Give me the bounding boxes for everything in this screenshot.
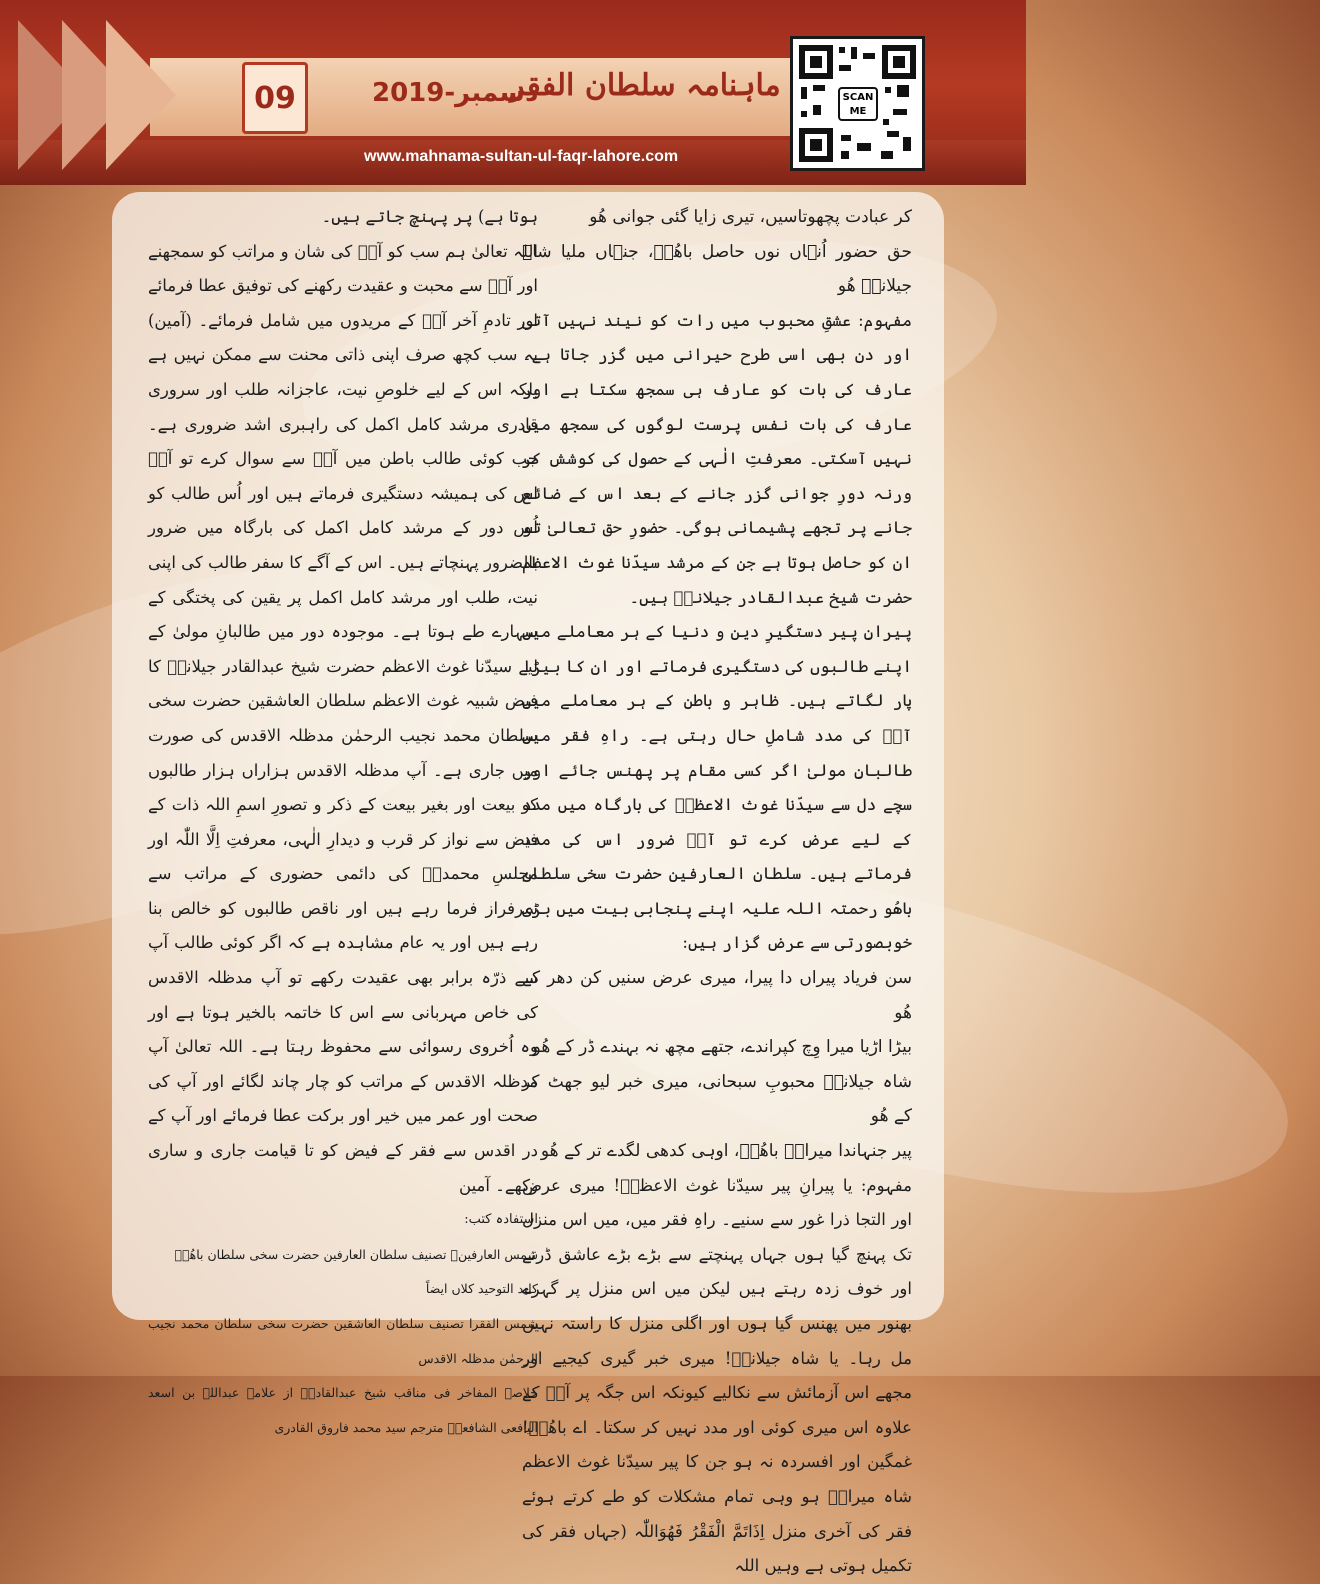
verse-line: شاہ جیلانیؓ محبوبِ سبحانی، میری خبر لیو جھٹ کر کے ھُو: [522, 1071, 912, 1127]
sources-heading: استفادہ کتب:: [464, 1212, 538, 1228]
source-item: شمس الفقرا تصنیف سلطان العاشقین حضرت سخی سلطان محمد نجیب الرحمٰن مدظلہ الاقدس: [148, 1316, 538, 1366]
verse-line: کر عبادت پچھوتاسیں، تیری زایا گئی جوانی ھُو: [589, 207, 912, 227]
article-paragraph: ہوتا ہے) پر پہنچ جاتے ہیں۔: [321, 207, 538, 226]
source-item: کلید التوحید کلاں ایضاً: [425, 1281, 538, 1297]
magazine-title: ماہنامہ سلطان الفقر: [510, 68, 781, 103]
article-paragraph: مفہوم: عشقِ محبوب میں رات کو نیند نہیں آتی اور دن بھی اسی طرح حیرانی میں گزر جاتا ہے۔ عارف کی بات کو عارف ہی سمجھ سکتا ہے اور عارف کی بات نفس پرست لوگوں کی سمجھ میں نہیں آسکتی۔ معرفتِ الٰہی کے حصول کی کوشش کر ورنہ دورِ جوانی گزر جانے کے بعد اس کے ضائع جانے پر تجھے پشیمانی ہوگی۔ حضورِ حق تعالیٰ تو ان کو حاصل ہوتا ہے جن کے مرشد سیدّنا غوث الاعظم حضرت شیخ عبدالقادر جیلانیؓ ہیں۔: [522, 310, 912, 607]
verse-line: حق حضور اُنہاں نوں حاصل باھُوؒ، جنہاں ملیا شاہ جیلانیؒ ھُو: [522, 241, 912, 297]
verse-line: سن فریاد پیراں دا پیرا، میری عرض سنیں کن دھر کے ھُو: [522, 968, 912, 1023]
article-paragraph: پیرانِ پیر دستگیرِ دین و دنیا کے ہر معاملے میں اپنے طالبوں کی دستگیری فرماتے اور ان کا بیڑا پار لگاتے ہیں۔ ظاہر و باطن کے ہر معاملے میں آپؓ کی مدد شاملِ حال رہتی ہے۔ راہِ فقر میں طالبانِ مولیٰ اگر کسی مقام پر پھنس جائے اور سچے دل سے سیدّنا غوث الاعظمؓ کی بارگاہ میں مدد کے لیے عرض کرے تو آپؓ ضرور اس کی مدد فرماتے ہیں۔ سلطان العارفین حضرت سخی سلطان باھُو رحمتہ اللہ علیہ اپنے پنجابی بیت میں بڑی خوبصورتی سے عرض گزار ہیں:: [521, 622, 912, 953]
article-paragraph: اللہ تعالیٰ ہم سب کو آپؓ کی شان و مراتب کو سمجھنے اور آپؓ سے محبت و عقیدت رکھنے کی توفیق عطا فرمائے اور تادمِ آخر آپؓ کے مریدوں میں شامل فرمائے۔ (آمین) یہ سب کچھ صرف اپنی ذاتی محنت سے ممکن نہیں ہے بلکہ اس کے لیے خلوصِ نیت، عاجزانہ طلب اور سروری قادری مرشد کامل اکمل کی راہبری اشد ضروری ہے۔ جب کوئی طالب باطن میں آپؓ سے سوال کرے تو آپؓ اس کی ہمیشہ دستگیری فرماتے ہیں اور اُس طالب کو اُس دور کے مرشد کامل اکمل کی بارگاہ میں ضرور بالضرور پہنچاتے ہیں۔ اس کے آگے کا سفر طالب کی اپنی نیت، طلب اور مرشد کامل اکمل پر یقین کی پختگی کے سہارے طے ہوتا ہے۔ موجودہ دور میں طالبانِ مولیٰ کے لیے سیدّنا غوث الاعظم حضرت شیخ عبدالقادر جیلانیؓ کا فیض شبیہ غوث الاعظم سلطان العاشقین حضرت سخی سلطان محمد نجیب الرحمٰن مدظلہ الاقدس کی صورت میں جاری ہے۔ آپ مدظلہ الاقدس ہزاراں ہزار طالبوں کو بیعت اور بغیر بیعت کے ذکر و تصورِ اسمِ اللہ ذات کے فیض سے نواز کر قرب و دیدارِ الٰہی، معرفتِ اِلَّا اللّٰہ اور مجلسِ محمدیؐ کی دائمی حضوری کے مراتب سے سرفراز فرما رہے ہیں اور ناقص طالبوں کو خالص بنا رہے ہیں اور یہ عام مشاہدہ ہے کہ اگر کوئی طالب آپ سے ذرّہ برابر بھی عقیدت رکھے تو آپ مدظلہ الاقدس کی خاص مہربانی سے اس کا خاتمہ بالخیر ہوتا ہے اور وہ اُخروی رسوائی سے محفوظ رہتا ہے۔ اللہ تعالیٰ آپ مدظلہ الاقدس کے مراتب کو چار چاند لگائے اور آپ کی صحت اور عمر میں خیر اور برکت عطا فرمائے اور آپ کے در اقدس سے فقر کے فیض کو تا قیامت جاری و ساری رکھے۔ آمین: [148, 241, 538, 1195]
source-item: شمس العارفین۔ تصنیف سلطان العارفین حضرت سخی سلطان باھُوؒ: [174, 1246, 538, 1262]
page-header: [0, 0, 1026, 185]
page-number: 09: [242, 62, 308, 134]
qr-code[interactable]: [790, 36, 925, 171]
verse-line: پیر جنہاندا میرانؓ باھُوؒ، اوہی کدھی لگدے تر کے ھُو: [540, 1141, 912, 1162]
verse-line: بیڑا اڑیا میرا وِچ کپراندے، جتھے مچھ نہ بہندے ڈر کے ھُو: [532, 1037, 912, 1058]
issue-date: دسمبر-2019: [372, 78, 539, 108]
website-url[interactable]: www.mahnama-sultan-ul-faqr-lahore.com: [364, 148, 679, 165]
article-paragraph: مفہوم: یا پیرانِ پیر سیدّنا غوث الاعظمؓ! میری عرض اور التجا ذرا غور سے سنیے۔ راہِ فقر میں، میں اس منزل تک پہنچ گیا ہوں جہاں پہنچتے سے بڑے بڑے عاشق ڈرتے اور خوف زدہ رہتے ہیں لیکن میں اس منزل پر گہرے بھنور میں پھنس گیا ہوں اور اگلی منزل کا راستہ نہیں مل رہا۔ یا شاہ جیلانیؓ! میری خبر گیری کیجیے اور مجھے اس آزمائش سے نکالیے کیونکہ اس جگہ پر آپؓ کے علاوہ اس میری کوئی اور مدد نہیں کر سکتا۔ اے باھُوؒ! غمگین اور افسردہ نہ ہو جن کا پیر سیدّنا غوث الاعظم شاہ میرانؓ ہو وہی تمام مشکلات کو طے کرتے ہوئے فقر کی آخری منزل اِذَاتَمَّ الْفَقْرُ فَھُوَاللّٰہ (جہاں فقر کی تکمیل ہوتی ہے وہیں اللہ: [522, 1175, 912, 1576]
right-column: [521, 200, 912, 1576]
qr-scan-label: SCAN ME: [838, 87, 878, 121]
left-column: [148, 200, 538, 1435]
chevron-arrow-icon: [106, 20, 176, 170]
source-item: خلاصۃ المفاخر فی مناقب شیخ عبدالقادرؓ از علامہ عبداللہ بن اسعد الیافعی الشافعیؒ مترجم سید محمد فاروق القادری: [148, 1385, 538, 1435]
